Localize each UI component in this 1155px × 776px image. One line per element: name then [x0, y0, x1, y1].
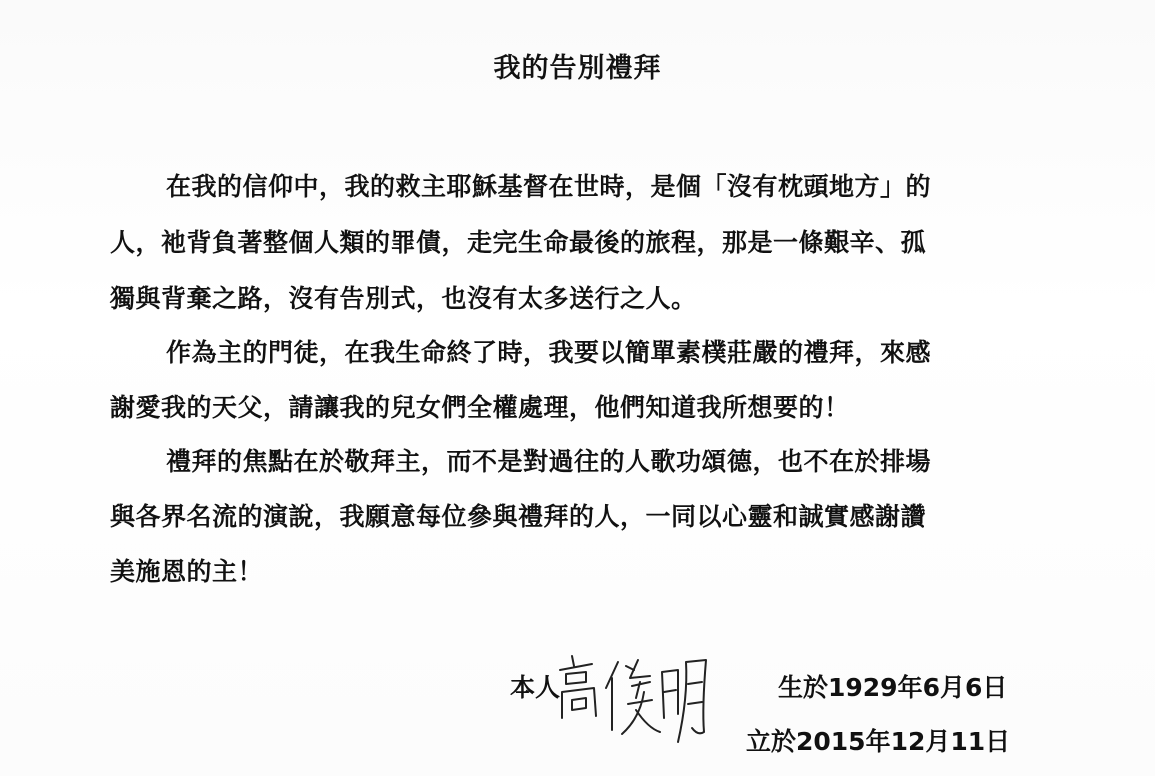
paragraph-1-line-2: 人，祂背負著整個人類的罪債，走完生命最後的旅程，那是一條艱辛、孤: [110, 228, 927, 257]
document-title: 我的告別禮拜: [493, 53, 662, 84]
signer-label: 本人: [510, 673, 561, 702]
paragraph-3-line-1: 禮拜的焦點在於敬拜主，而不是對過往的人歌功頌德，也不在於排場: [166, 447, 932, 476]
paragraph-3-line-3: 美施恩的主！: [110, 557, 264, 586]
written-date: 立於2015年12月11日: [746, 727, 1011, 756]
handwritten-signature: [552, 648, 712, 758]
paragraph-3-line-2: 與各界名流的演說，我願意每位參與禮拜的人，一同以心靈和誠實感謝讚: [110, 502, 927, 531]
paragraph-2-line-2: 謝愛我的天父，請讓我的兒女們全權處理，他們知道我所想要的！: [110, 393, 850, 422]
paragraph-1-line-3: 獨與背棄之路，沒有告別式，也沒有太多送行之人。: [110, 284, 697, 313]
paragraph-2-line-1: 作為主的門徒，在我生命終了時，我要以簡單素樸莊嚴的禮拜，來感: [166, 338, 932, 367]
paragraph-1-line-1: 在我的信仰中，我的救主耶穌基督在世時，是個「沒有枕頭地方」的: [166, 172, 932, 201]
birth-date: 生於1929年6月6日: [778, 673, 1008, 702]
